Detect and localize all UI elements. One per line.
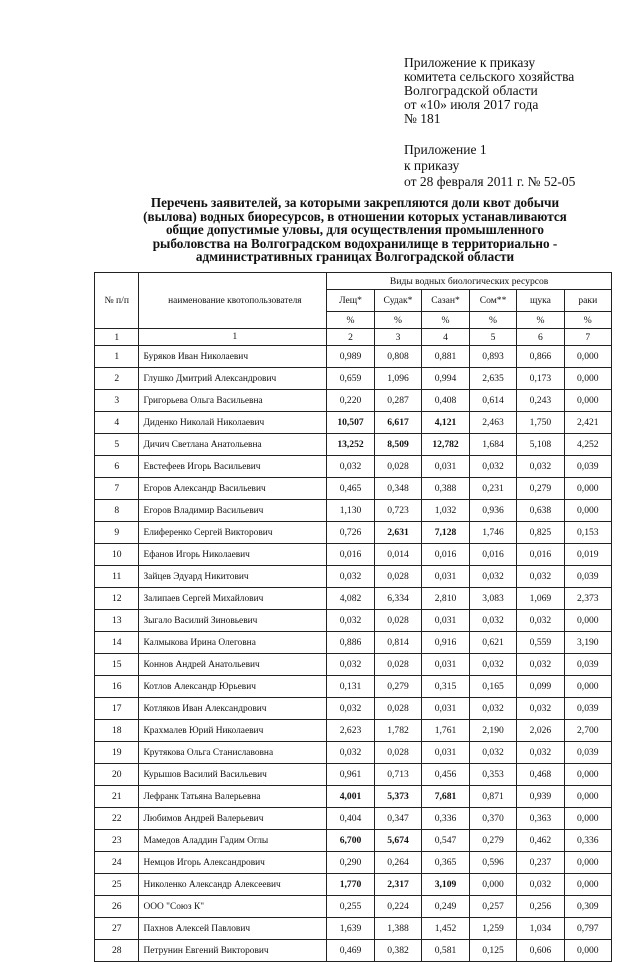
quota-value: 2,317 [374, 874, 422, 896]
quota-value: 4,121 [422, 412, 470, 434]
quota-value: 0,031 [422, 698, 470, 720]
row-number: 10 [95, 544, 139, 566]
quota-value: 0,032 [469, 654, 516, 676]
quota-value: 0,713 [374, 764, 422, 786]
quota-holder-name: Коннов Андрей Анатольевич [139, 654, 327, 676]
heading-line: административных границах Волгоградской области [195, 249, 515, 264]
quota-holder-name: Крутякова Ольга Станиславовна [139, 742, 327, 764]
quota-value: 0,348 [374, 478, 422, 500]
quota-value: 2,421 [564, 412, 611, 434]
table-row [95, 874, 612, 896]
quota-holder-name: Петрунин Евгений Викторович [139, 940, 327, 962]
quota-value: 0,408 [422, 390, 470, 412]
table-row [95, 390, 612, 412]
quota-value: 0,032 [517, 874, 564, 896]
quota-value: 0,032 [469, 456, 516, 478]
quota-value: 2,810 [422, 588, 470, 610]
quota-value: 0,365 [422, 852, 470, 874]
row-number: 12 [95, 588, 139, 610]
quota-value: 0,032 [469, 742, 516, 764]
quota-value: 0,000 [564, 676, 611, 698]
quota-value: 0,028 [374, 610, 422, 632]
quota-holder-name: Любимов Андрей Валерьевич [139, 808, 327, 830]
quota-value: 1,639 [327, 918, 374, 940]
quota-value: 2,463 [469, 412, 516, 434]
table-row [95, 676, 612, 698]
quota-value: 0,032 [469, 698, 516, 720]
quota-value: 0,279 [374, 676, 422, 698]
species-header: щука [517, 290, 564, 312]
quota-holder-name: Котляков Иван Александрович [139, 698, 327, 720]
quota-value: 0,165 [469, 676, 516, 698]
table-row [95, 632, 612, 654]
quota-value: 0,581 [422, 940, 470, 962]
quota-value: 0,039 [564, 698, 611, 720]
quota-value: 0,032 [327, 566, 374, 588]
table-row [95, 698, 612, 720]
quota-value: 0,249 [422, 896, 470, 918]
quota-value: 0,031 [422, 742, 470, 764]
row-number: 22 [95, 808, 139, 830]
quota-value: 0,000 [564, 764, 611, 786]
row-number: 9 [95, 522, 139, 544]
quota-value: 2,190 [469, 720, 516, 742]
quota-value: 5,674 [374, 830, 422, 852]
quota-value: 0,808 [374, 346, 422, 368]
quota-value: 0,032 [327, 610, 374, 632]
table-row [95, 588, 612, 610]
index-cell: 6 [517, 329, 564, 346]
quota-value: 0,916 [422, 632, 470, 654]
quota-value: 0,032 [517, 566, 564, 588]
quota-value: 6,617 [374, 412, 422, 434]
quota-holder-name: Евстефеев Игорь Васильевич [139, 456, 327, 478]
index-cell: 1 [139, 329, 327, 346]
quota-value: 6,700 [327, 830, 374, 852]
table-row [95, 918, 612, 940]
quota-value: 0,893 [469, 346, 516, 368]
index-cell: 4 [422, 329, 470, 346]
quota-value: 0,363 [517, 808, 564, 830]
row-number: 2 [95, 368, 139, 390]
index-cell: 3 [374, 329, 422, 346]
quota-value: 0,028 [374, 456, 422, 478]
quota-value: 0,621 [469, 632, 516, 654]
quota-holder-name: Зайцев Эдуард Никитович [139, 566, 327, 588]
species-header: Судак* [374, 290, 422, 312]
quota-value: 0,031 [422, 456, 470, 478]
quota-value: 0,237 [517, 852, 564, 874]
quota-holder-name: Пахнов Алексей Павлович [139, 918, 327, 940]
quota-value: 0,382 [374, 940, 422, 962]
quota-value: 1,782 [374, 720, 422, 742]
quota-value: 0,606 [517, 940, 564, 962]
quota-value: 0,257 [469, 896, 516, 918]
species-header: Сазан* [422, 290, 470, 312]
row-number: 8 [95, 500, 139, 522]
quota-value: 0,347 [374, 808, 422, 830]
quota-value: 0,032 [469, 566, 516, 588]
quota-value: 0,469 [327, 940, 374, 962]
quota-value: 2,623 [327, 720, 374, 742]
appendix-order-line: Волгоградской области [404, 83, 538, 98]
quota-holder-name: Ефанов Игорь Николаевич [139, 544, 327, 566]
index-cell: 2 [327, 329, 374, 346]
row-number: 4 [95, 412, 139, 434]
row-number: 18 [95, 720, 139, 742]
quota-value: 1,069 [517, 588, 564, 610]
quota-value: 0,336 [422, 808, 470, 830]
table-row [95, 852, 612, 874]
quota-value: 0,000 [564, 610, 611, 632]
table-row [95, 544, 612, 566]
quota-value: 0,814 [374, 632, 422, 654]
quota-value: 1,096 [374, 368, 422, 390]
quota-value: 0,039 [564, 456, 611, 478]
heading-line: (вылова) водных биоресурсов, в отношении которых устанавливаются [143, 208, 567, 224]
quota-value: 1,388 [374, 918, 422, 940]
table-row [95, 478, 612, 500]
quota-value: 0,638 [517, 500, 564, 522]
heading-line: Перечень заявителей, за которыми закрепляются доли квот добычи [150, 195, 560, 210]
quota-value: 0,032 [517, 698, 564, 720]
appendix-order-line: Приложение к приказу [404, 55, 536, 70]
quota-holder-name: Немцов Игорь Александрович [139, 852, 327, 874]
quota-value: 0,032 [469, 610, 516, 632]
appendix-1-line: от 28 февраля 2011 г. № 52-05 [404, 174, 576, 189]
quota-value: 0,039 [564, 742, 611, 764]
quota-value: 0,028 [374, 566, 422, 588]
quota-value: 2,631 [374, 522, 422, 544]
quota-holder-name: Крахмалев Юрий Николаевич [139, 720, 327, 742]
quota-value: 3,190 [564, 632, 611, 654]
quota-value: 0,264 [374, 852, 422, 874]
table-row [95, 566, 612, 588]
table-row [95, 456, 612, 478]
quota-value: 0,723 [374, 500, 422, 522]
table-body [95, 346, 612, 962]
quota-value: 0,659 [327, 368, 374, 390]
unit-header: % [517, 312, 564, 329]
quota-value: 0,559 [517, 632, 564, 654]
row-number: 19 [95, 742, 139, 764]
quota-holder-name: Зыгало Василий Зиновьевич [139, 610, 327, 632]
quota-value: 0,290 [327, 852, 374, 874]
appendix-1-line: к приказу [404, 158, 460, 173]
quota-value: 0,039 [564, 566, 611, 588]
row-number: 21 [95, 786, 139, 808]
heading-line: рыболовства на Волгоградском водохранилище в территориально - [152, 235, 558, 251]
row-number: 20 [95, 764, 139, 786]
quota-value: 0,032 [517, 456, 564, 478]
quota-value: 0,039 [564, 654, 611, 676]
appendix-1-block [404, 142, 575, 190]
quota-value: 1,130 [327, 500, 374, 522]
quota-value: 0,016 [422, 544, 470, 566]
table-row [95, 346, 612, 368]
quota-value: 0,000 [564, 852, 611, 874]
row-number: 13 [95, 610, 139, 632]
row-number: 6 [95, 456, 139, 478]
quota-value: 0,031 [422, 566, 470, 588]
quota-value: 0,936 [469, 500, 516, 522]
row-number: 25 [95, 874, 139, 896]
group-header: Виды водных биологических ресурсов [327, 273, 612, 290]
quota-value: 0,019 [564, 544, 611, 566]
quota-value: 0,456 [422, 764, 470, 786]
quota-value: 0,028 [374, 698, 422, 720]
unit-header: % [374, 312, 422, 329]
quota-value: 1,452 [422, 918, 470, 940]
table-row [95, 368, 612, 390]
appendix-order-line: № 181 [404, 111, 441, 126]
quota-holder-name: Григорьева Ольга Васильевна [139, 390, 327, 412]
quota-value: 12,782 [422, 434, 470, 456]
row-number: 3 [95, 390, 139, 412]
col-header-name: наименование квотопользователя [139, 273, 327, 329]
row-number: 11 [95, 566, 139, 588]
quota-value: 0,939 [517, 786, 564, 808]
quota-value: 0,032 [327, 654, 374, 676]
quota-value: 1,770 [327, 874, 374, 896]
quota-value: 0,000 [564, 346, 611, 368]
row-number: 7 [95, 478, 139, 500]
table-row [95, 720, 612, 742]
quota-value: 1,034 [517, 918, 564, 940]
quota-value: 0,256 [517, 896, 564, 918]
quota-value: 0,287 [374, 390, 422, 412]
quota-value: 0,404 [327, 808, 374, 830]
unit-header: % [327, 312, 374, 329]
quota-value: 0,032 [327, 742, 374, 764]
quota-value: 0,153 [564, 522, 611, 544]
quota-value: 0,596 [469, 852, 516, 874]
species-header: Сом** [469, 290, 516, 312]
quota-value: 1,259 [469, 918, 516, 940]
quota-value: 0,279 [469, 830, 516, 852]
quota-value: 4,001 [327, 786, 374, 808]
quota-value: 2,373 [564, 588, 611, 610]
table-row [95, 896, 612, 918]
index-cell: 7 [564, 329, 611, 346]
quota-value: 0,028 [374, 742, 422, 764]
quota-value: 0,231 [469, 478, 516, 500]
quota-value: 0,000 [564, 500, 611, 522]
quota-value: 0,994 [422, 368, 470, 390]
quota-value: 0,353 [469, 764, 516, 786]
quota-value: 0,028 [374, 654, 422, 676]
quota-value: 0,000 [564, 940, 611, 962]
table-row [95, 742, 612, 764]
appendix-order-block [404, 56, 574, 126]
table-row [95, 786, 612, 808]
quota-value: 0,131 [327, 676, 374, 698]
quota-value: 0,000 [564, 808, 611, 830]
table-row [95, 654, 612, 676]
quota-value: 0,014 [374, 544, 422, 566]
quota-value: 0,173 [517, 368, 564, 390]
col-header-num: № п/п [95, 273, 139, 329]
quota-value: 0,032 [517, 610, 564, 632]
table-row [95, 808, 612, 830]
quota-value: 6,334 [374, 588, 422, 610]
quota-value: 0,032 [517, 742, 564, 764]
quota-value: 0,309 [564, 896, 611, 918]
table-row [95, 500, 612, 522]
quota-holder-name: Егоров Владимир Васильевич [139, 500, 327, 522]
quota-value: 0,000 [564, 874, 611, 896]
quota-value: 10,507 [327, 412, 374, 434]
table-row [95, 434, 612, 456]
row-number: 24 [95, 852, 139, 874]
quota-value: 0,961 [327, 764, 374, 786]
quota-value: 0,989 [327, 346, 374, 368]
table-row [95, 610, 612, 632]
quota-value: 0,462 [517, 830, 564, 852]
row-number: 14 [95, 632, 139, 654]
row-number: 1 [95, 346, 139, 368]
quota-value: 0,000 [469, 874, 516, 896]
quota-value: 0,016 [469, 544, 516, 566]
quota-holder-name: Николенко Александр Алексеевич [139, 874, 327, 896]
quota-value: 0,000 [564, 478, 611, 500]
quota-value: 0,336 [564, 830, 611, 852]
row-number: 23 [95, 830, 139, 852]
quota-holder-name: Курышов Василий Васильевич [139, 764, 327, 786]
unit-header: % [422, 312, 470, 329]
quota-value: 0,886 [327, 632, 374, 654]
appendix-order-line: от «10» июля 2017 года [404, 97, 539, 112]
quota-value: 1,750 [517, 412, 564, 434]
unit-header: % [469, 312, 516, 329]
quota-value: 0,871 [469, 786, 516, 808]
quota-holder-name: Лефранк Татьяна Валерьевна [139, 786, 327, 808]
quota-value: 0,866 [517, 346, 564, 368]
quota-value: 3,083 [469, 588, 516, 610]
quota-value: 0,224 [374, 896, 422, 918]
index-cell: 5 [469, 329, 516, 346]
quota-value: 1,746 [469, 522, 516, 544]
quota-value: 7,681 [422, 786, 470, 808]
quota-value: 5,373 [374, 786, 422, 808]
quota-holder-name: ООО "Союз К" [139, 896, 327, 918]
quota-value: 0,032 [327, 456, 374, 478]
quota-value: 0,000 [564, 390, 611, 412]
quota-value: 2,635 [469, 368, 516, 390]
quota-value: 5,108 [517, 434, 564, 456]
quota-value: 0,825 [517, 522, 564, 544]
quota-value: 3,109 [422, 874, 470, 896]
quota-value: 0,797 [564, 918, 611, 940]
quota-value: 0,220 [327, 390, 374, 412]
table-row [95, 764, 612, 786]
quota-table [94, 272, 612, 962]
quota-value: 7,128 [422, 522, 470, 544]
species-header: Лещ* [327, 290, 374, 312]
quota-value: 4,252 [564, 434, 611, 456]
row-number: 27 [95, 918, 139, 940]
quota-value: 0,465 [327, 478, 374, 500]
quota-value: 2,700 [564, 720, 611, 742]
quota-value: 0,279 [517, 478, 564, 500]
quota-value: 4,082 [327, 588, 374, 610]
quota-value: 0,881 [422, 346, 470, 368]
quota-holder-name: Дичич Светлана Анатольевна [139, 434, 327, 456]
row-number: 28 [95, 940, 139, 962]
quota-value: 2,026 [517, 720, 564, 742]
quota-value: 13,252 [327, 434, 374, 456]
quota-holder-name: Диденко Николай Николаевич [139, 412, 327, 434]
quota-value: 0,255 [327, 896, 374, 918]
quota-holder-name: Егоров Александр Васильевич [139, 478, 327, 500]
quota-value: 0,388 [422, 478, 470, 500]
quota-value: 0,032 [327, 698, 374, 720]
quota-value: 0,016 [517, 544, 564, 566]
row-number: 15 [95, 654, 139, 676]
quota-value: 0,614 [469, 390, 516, 412]
appendix-order-line: комитета сельского хозяйства [404, 69, 575, 84]
quota-value: 0,726 [327, 522, 374, 544]
species-header: раки [564, 290, 611, 312]
heading-line: общие допустимые уловы, для осуществления промышленного [165, 222, 545, 237]
table-row [95, 412, 612, 434]
quota-holder-name: Глушко Дмитрий Александрович [139, 368, 327, 390]
row-number: 17 [95, 698, 139, 720]
quota-value: 0,016 [327, 544, 374, 566]
unit-header: % [564, 312, 611, 329]
quota-holder-name: Елиференко Сергей Викторович [139, 522, 327, 544]
table-row [95, 830, 612, 852]
quota-value: 1,032 [422, 500, 470, 522]
quota-value: 0,243 [517, 390, 564, 412]
table-row [95, 522, 612, 544]
quota-value: 0,000 [564, 368, 611, 390]
row-number: 26 [95, 896, 139, 918]
quota-value: 0,031 [422, 654, 470, 676]
quota-value: 0,468 [517, 764, 564, 786]
quota-holder-name: Залипаев Сергей Михайлович [139, 588, 327, 610]
quota-value: 8,509 [374, 434, 422, 456]
quota-value: 0,099 [517, 676, 564, 698]
quota-holder-name: Мамедов Аладдин Гадим Оглы [139, 830, 327, 852]
row-number: 5 [95, 434, 139, 456]
row-number: 16 [95, 676, 139, 698]
document-heading [95, 196, 615, 264]
quota-holder-name: Буряков Иван Николаевич [139, 346, 327, 368]
quota-value: 1,684 [469, 434, 516, 456]
quota-value: 0,547 [422, 830, 470, 852]
index-cell: 1 [95, 329, 139, 346]
quota-value: 0,032 [517, 654, 564, 676]
quota-value: 0,000 [564, 786, 611, 808]
table-row [95, 940, 612, 962]
quota-holder-name: Калмыкова Ирина Олеговна [139, 632, 327, 654]
quota-holder-name: Котлов Александр Юрьевич [139, 676, 327, 698]
quota-value: 0,125 [469, 940, 516, 962]
quota-value: 1,761 [422, 720, 470, 742]
quota-value: 0,315 [422, 676, 470, 698]
quota-value: 0,031 [422, 610, 470, 632]
quota-value: 0,370 [469, 808, 516, 830]
appendix-1-line: Приложение 1 [404, 142, 487, 157]
